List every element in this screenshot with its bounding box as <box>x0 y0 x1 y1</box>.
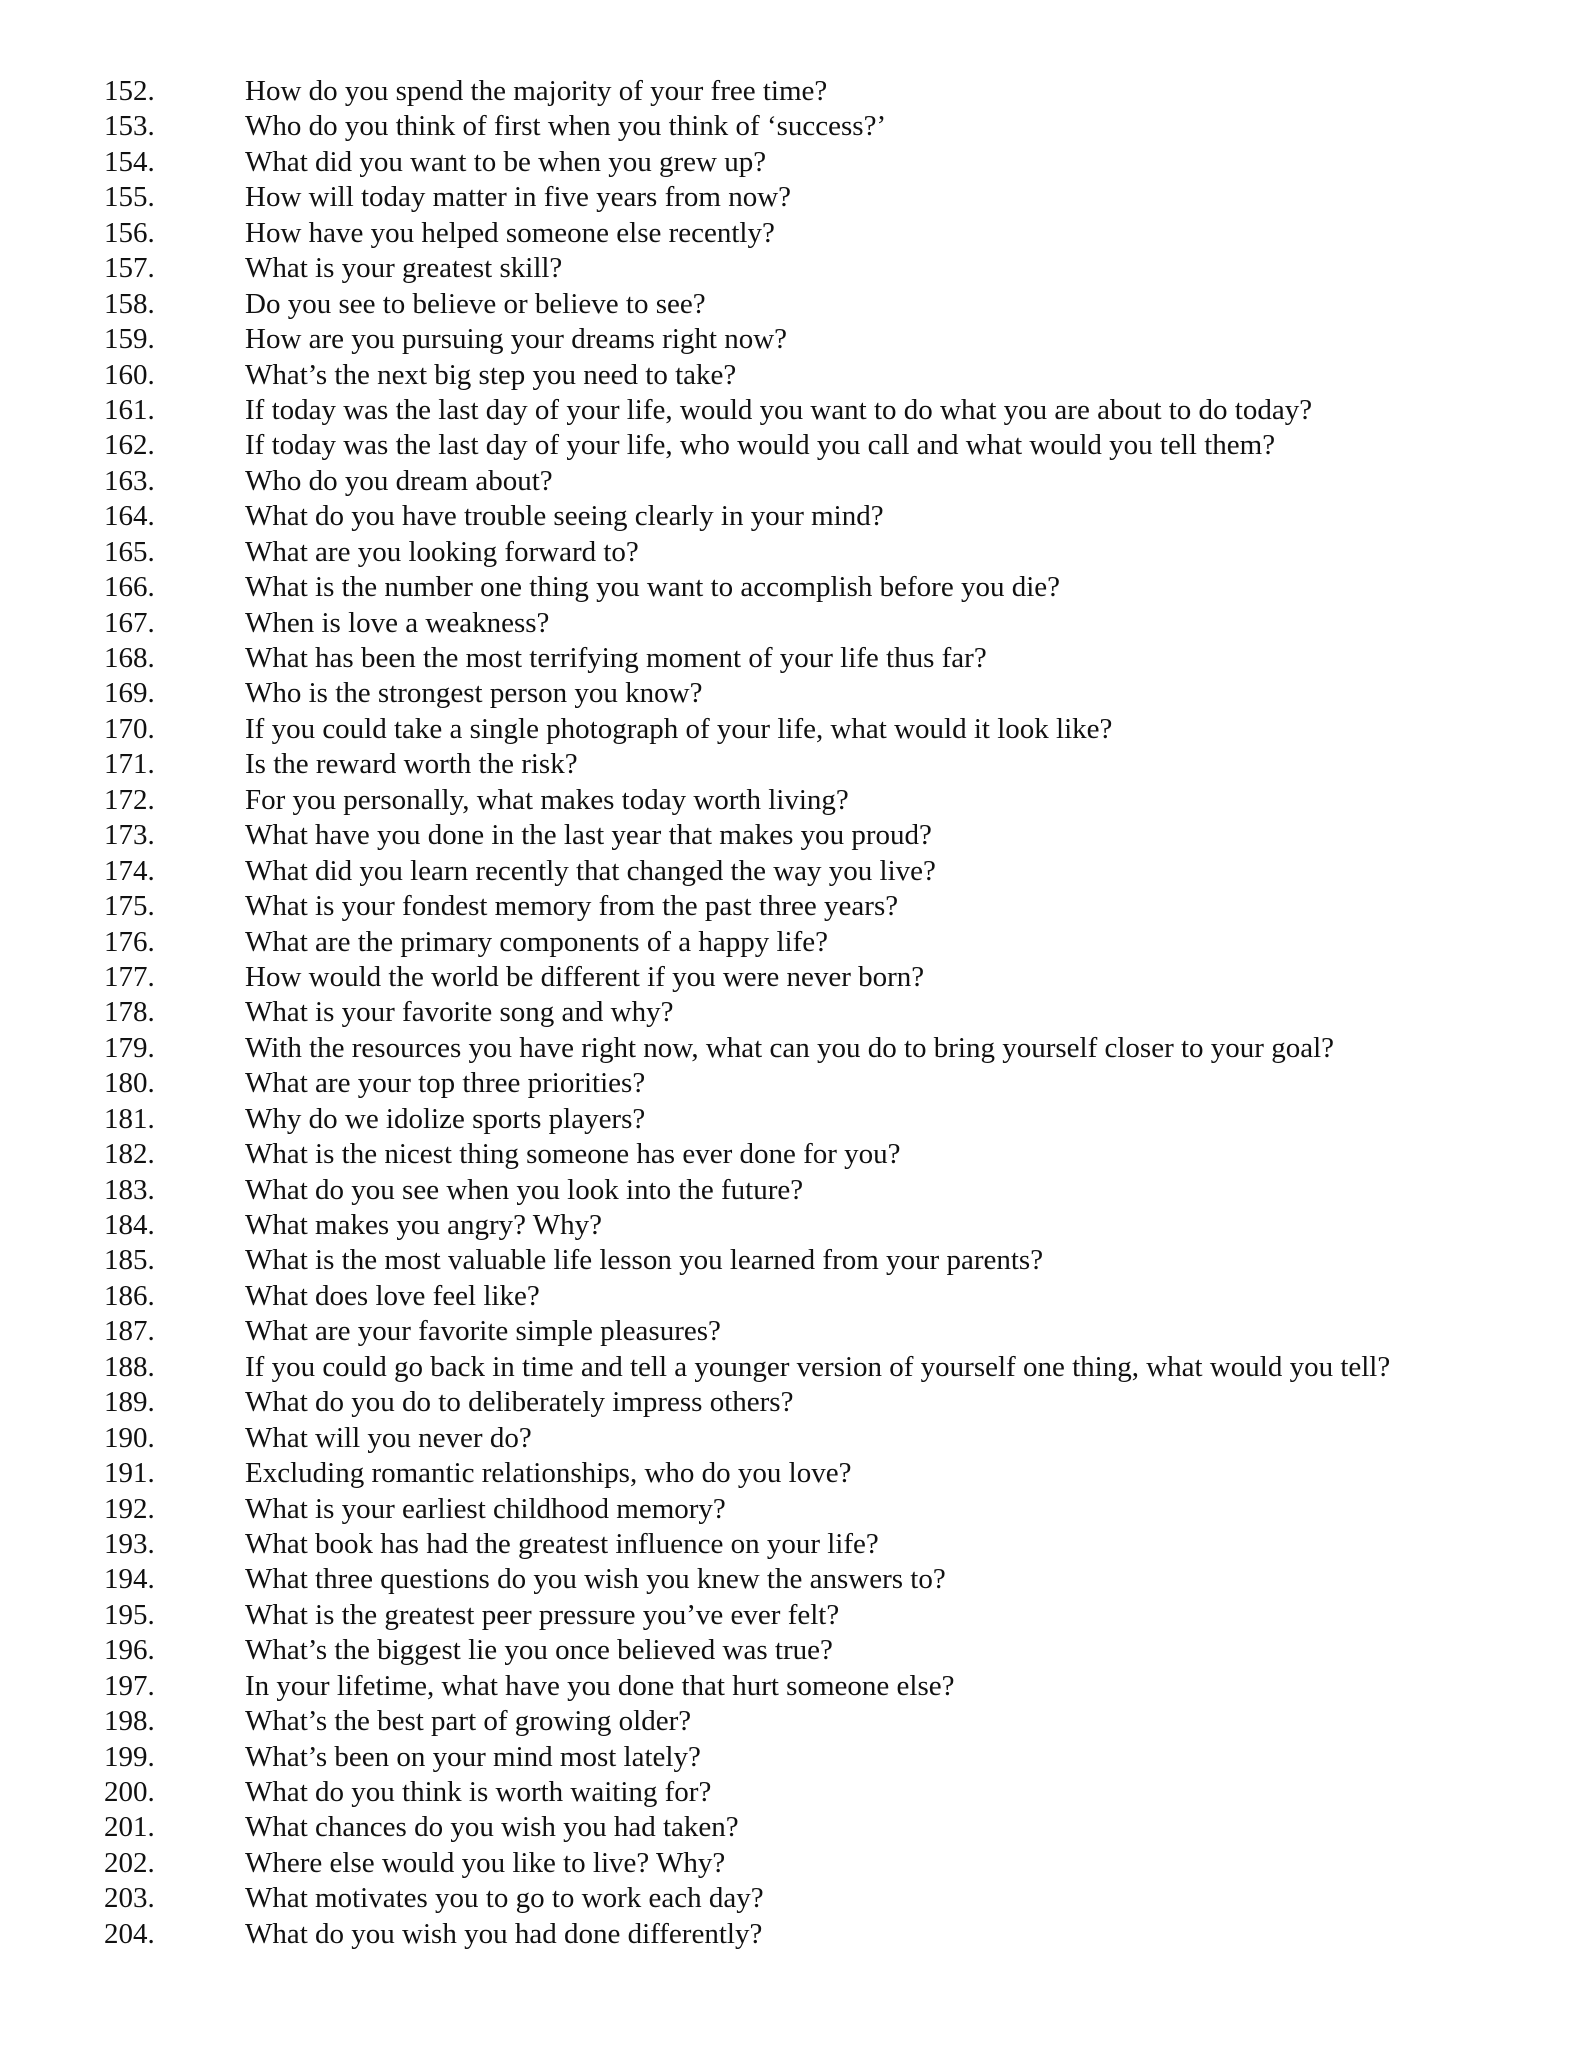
question-number: 160. <box>104 358 155 391</box>
question-text: What’s the best part of growing older? <box>245 1705 692 1738</box>
question-number: 203. <box>104 1882 155 1915</box>
question-item <box>104 1740 1390 1775</box>
question-text: Where else would you like to live? Why? <box>245 1846 726 1879</box>
question-number: 156. <box>104 216 155 249</box>
question-text: What did you want to be when you grew up? <box>245 145 767 178</box>
question-item <box>104 747 1390 782</box>
question-text: What did you learn recently that changed the way you live? <box>245 854 936 887</box>
question-text: What three questions do you wish you knew the answers to? <box>245 1563 946 1596</box>
question-text: What makes you angry? Why? <box>245 1209 603 1241</box>
question-item <box>104 287 1390 322</box>
question-item <box>104 1173 1390 1208</box>
question-number: 202. <box>104 1846 155 1879</box>
question-item <box>104 1917 1390 1952</box>
question-item <box>104 145 1390 180</box>
question-number: 162. <box>104 429 155 462</box>
question-text: What do you think is worth waiting for? <box>245 1776 712 1808</box>
question-text: Is the reward worth the risk? <box>245 748 578 781</box>
question-text: What will you never do? <box>245 1421 532 1454</box>
question-item <box>104 1846 1390 1881</box>
question-item <box>104 995 1390 1030</box>
question-item <box>104 1066 1390 1101</box>
question-item <box>104 1704 1390 1739</box>
question-item <box>104 1527 1390 1562</box>
question-number: 154. <box>104 145 155 178</box>
question-list <box>104 74 1390 1952</box>
question-text: How have you helped someone else recently? <box>245 216 775 249</box>
question-text: What have you done in the last year that makes you proud? <box>245 819 932 852</box>
question-item <box>104 535 1390 570</box>
question-item <box>104 1633 1390 1668</box>
question-item <box>104 1421 1390 1456</box>
question-number: 177. <box>104 960 155 993</box>
question-text: What book has had the greatest influence on your life? <box>245 1527 879 1560</box>
question-item <box>104 1208 1390 1243</box>
question-number: 159. <box>104 323 155 356</box>
question-item <box>104 960 1390 995</box>
question-number: 186. <box>104 1279 155 1312</box>
question-item <box>104 322 1390 357</box>
question-item <box>104 854 1390 889</box>
question-text: If you could take a single photograph of your life, what would it look like? <box>245 712 1113 745</box>
question-number: 201. <box>104 1811 155 1844</box>
question-text: What do you have trouble seeing clearly in your mind? <box>245 500 884 533</box>
question-text: What motivates you to go to work each day? <box>245 1882 764 1915</box>
question-text: Who do you dream about? <box>245 464 553 497</box>
question-item <box>104 1598 1390 1633</box>
question-number: 161. <box>104 393 155 426</box>
question-number: 189. <box>104 1386 155 1419</box>
question-text: What has been the most terrifying moment of your life thus far? <box>245 642 987 674</box>
question-item <box>104 676 1390 711</box>
question-item <box>104 641 1390 676</box>
question-text: With the resources you have right now, what can you do to bring yourself closer to your goal? <box>245 1031 1335 1064</box>
question-text: How do you spend the majority of your free time? <box>245 75 828 107</box>
question-text: What chances do you wish you had taken? <box>245 1811 739 1844</box>
question-number: 164. <box>104 500 155 533</box>
question-item <box>104 1385 1390 1420</box>
question-item <box>104 180 1390 215</box>
question-item <box>104 216 1390 251</box>
question-item <box>104 783 1390 818</box>
question-number: 165. <box>104 535 155 568</box>
question-number: 158. <box>104 287 155 320</box>
question-text: How would the world be different if you were never born? <box>245 960 925 993</box>
question-item <box>104 1810 1390 1845</box>
question-item <box>104 1881 1390 1916</box>
question-item <box>104 1350 1390 1385</box>
question-text: What do you do to deliberately impress others? <box>245 1386 794 1419</box>
question-number: 197. <box>104 1669 155 1702</box>
question-number: 190. <box>104 1421 155 1454</box>
question-number: 167. <box>104 606 155 639</box>
question-number: 169. <box>104 677 155 710</box>
question-item <box>104 428 1390 463</box>
question-text: Who do you think of first when you think of ‘success?’ <box>245 110 887 143</box>
question-item <box>104 1314 1390 1349</box>
question-item <box>104 251 1390 286</box>
question-number: 172. <box>104 783 155 816</box>
question-text: What is your favorite song and why? <box>245 996 674 1029</box>
question-item <box>104 109 1390 144</box>
question-text: What is your greatest skill? <box>245 252 563 285</box>
question-text: Why do we idolize sports players? <box>245 1102 646 1135</box>
question-text: What are you looking forward to? <box>245 535 639 568</box>
question-item <box>104 1562 1390 1597</box>
question-item <box>104 1031 1390 1066</box>
question-text: How will today matter in five years from now? <box>245 181 792 214</box>
question-text: What’s the next big step you need to take? <box>245 358 737 391</box>
question-number: 170. <box>104 712 155 745</box>
question-number: 199. <box>104 1740 155 1773</box>
question-number: 188. <box>104 1350 155 1383</box>
question-number: 163. <box>104 464 155 497</box>
question-text: If today was the last day of your life, who would you call and what would you tell them? <box>245 429 1276 462</box>
question-number: 200. <box>104 1776 155 1808</box>
question-item <box>104 606 1390 641</box>
question-text: What’s the biggest lie you once believed was true? <box>245 1634 833 1667</box>
question-text: What does love feel like? <box>245 1279 540 1312</box>
question-number: 179. <box>104 1031 155 1064</box>
question-item <box>104 1102 1390 1137</box>
question-number: 166. <box>104 571 155 604</box>
question-number: 171. <box>104 748 155 781</box>
question-item <box>104 712 1390 747</box>
question-number: 174. <box>104 854 155 887</box>
question-item <box>104 1669 1390 1704</box>
question-text: What are the primary components of a happy life? <box>245 925 828 958</box>
question-number: 192. <box>104 1492 155 1525</box>
question-item <box>104 393 1390 428</box>
question-text: What do you see when you look into the future? <box>245 1173 804 1206</box>
question-item <box>104 818 1390 853</box>
question-number: 193. <box>104 1527 155 1560</box>
question-number: 185. <box>104 1244 155 1277</box>
question-item <box>104 1137 1390 1172</box>
question-item <box>104 570 1390 605</box>
question-number: 168. <box>104 642 155 674</box>
question-number: 182. <box>104 1138 155 1171</box>
question-text: What is the nicest thing someone has ever done for you? <box>245 1138 901 1171</box>
question-text: How are you pursuing your dreams right now? <box>245 323 788 356</box>
question-number: 176. <box>104 925 155 958</box>
question-text: What are your favorite simple pleasures? <box>245 1315 721 1348</box>
question-number: 196. <box>104 1634 155 1667</box>
question-item <box>104 1279 1390 1314</box>
question-number: 194. <box>104 1563 155 1596</box>
question-number: 175. <box>104 890 155 923</box>
question-number: 152. <box>104 75 155 107</box>
question-number: 191. <box>104 1457 155 1490</box>
question-text: If today was the last day of your life, would you want to do what you are about to do today? <box>245 393 1313 426</box>
question-text: Excluding romantic relationships, who do you love? <box>245 1457 852 1490</box>
question-text: Do you see to believe or believe to see? <box>245 287 706 320</box>
question-number: 157. <box>104 252 155 285</box>
question-text: What are your top three priorities? <box>245 1067 646 1100</box>
question-number: 195. <box>104 1598 155 1631</box>
question-number: 198. <box>104 1705 155 1738</box>
question-text: What do you wish you had done differently? <box>245 1917 763 1950</box>
question-number: 153. <box>104 110 155 143</box>
question-text: For you personally, what makes today worth living? <box>245 783 849 816</box>
question-number: 187. <box>104 1315 155 1348</box>
question-number: 155. <box>104 181 155 214</box>
question-item <box>104 1243 1390 1278</box>
question-number: 180. <box>104 1067 155 1100</box>
question-text: What is the greatest peer pressure you’ve ever felt? <box>245 1598 840 1631</box>
question-item <box>104 1775 1390 1810</box>
question-item <box>104 499 1390 534</box>
question-item <box>104 464 1390 499</box>
question-text: When is love a weakness? <box>245 606 550 639</box>
question-text: What’s been on your mind most lately? <box>245 1740 701 1773</box>
question-number: 204. <box>104 1917 155 1950</box>
question-item <box>104 74 1390 109</box>
question-text: What is your fondest memory from the past three years? <box>245 890 899 923</box>
question-number: 173. <box>104 819 155 852</box>
question-item <box>104 889 1390 924</box>
question-text: Who is the strongest person you know? <box>245 677 703 710</box>
question-text: What is your earliest childhood memory? <box>245 1492 726 1525</box>
question-text: In your lifetime, what have you done that hurt someone else? <box>245 1669 955 1702</box>
question-number: 184. <box>104 1209 155 1241</box>
question-number: 178. <box>104 996 155 1029</box>
question-item <box>104 1456 1390 1491</box>
question-item <box>104 1492 1390 1527</box>
question-text: If you could go back in time and tell a younger version of yourself one thing, what would you tell? <box>245 1350 1391 1383</box>
question-text: What is the most valuable life lesson you learned from your parents? <box>245 1244 1044 1277</box>
question-item <box>104 358 1390 393</box>
question-item <box>104 925 1390 960</box>
question-number: 181. <box>104 1102 155 1135</box>
question-number: 183. <box>104 1173 155 1206</box>
question-text: What is the number one thing you want to accomplish before you die? <box>245 571 1061 604</box>
